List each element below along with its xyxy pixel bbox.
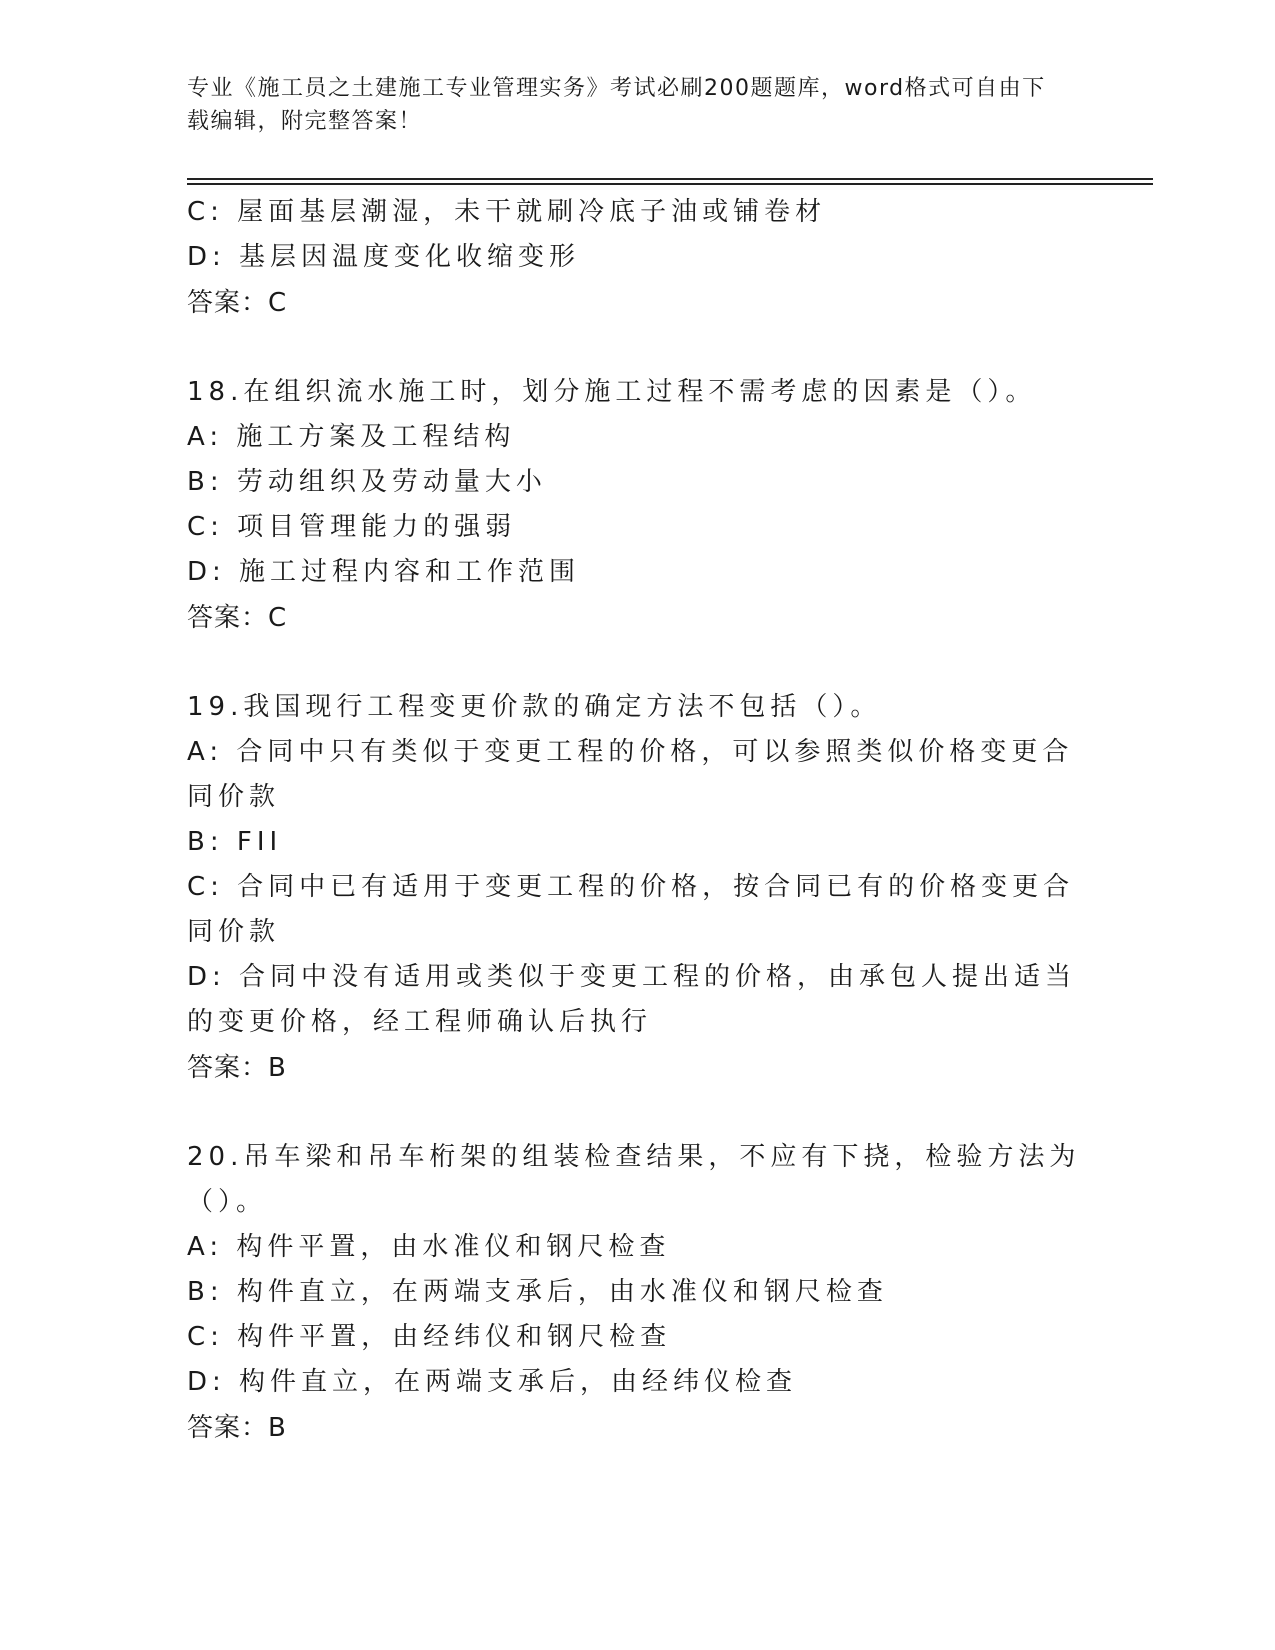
option-d: D: 基层因温度变化收缩变形 xyxy=(187,242,581,272)
option-c: C: 项目管理能力的强弱 xyxy=(187,512,517,542)
option-d: D: 合同中没有适用或类似于变更工程的价格，由承包人提出适当的变更价格，经工程师确认后执行 xyxy=(187,962,1077,1037)
option-c: C: 构件平置，由经纬仪和钢尺检查 xyxy=(187,1322,672,1352)
header-divider-double xyxy=(187,183,1153,185)
spacer xyxy=(187,326,1087,370)
spacer xyxy=(187,1091,1087,1135)
option-b: B: 劳动组织及劳动量大小 xyxy=(187,467,547,497)
option-c: C: 合同中已有适用于变更工程的价格，按合同已有的价格变更合同价款 xyxy=(187,872,1075,947)
option-d: D: 构件直立，在两端支承后，由经纬仪检查 xyxy=(187,1367,798,1397)
question-block xyxy=(187,370,1087,641)
option-d: D: 施工过程内容和工作范围 xyxy=(187,557,581,587)
option-a: A: 构件平置，由水准仪和钢尺检查 xyxy=(187,1232,671,1262)
answer-line: 答案：C xyxy=(187,288,288,318)
question-stem: 19.我国现行工程变更价款的确定方法不包括（）。 xyxy=(187,692,882,722)
option-a: A: 合同中只有类似于变更工程的价格，可以参照类似价格变更合同价款 xyxy=(187,737,1074,812)
spacer xyxy=(187,641,1087,685)
header-divider xyxy=(187,178,1153,180)
question-block xyxy=(187,1135,1087,1451)
answer-line: 答案：B xyxy=(187,1053,287,1083)
option-c: C: 屋面基层潮湿，未干就刷冷底子油或铺卷材 xyxy=(187,197,827,227)
document-header: 专业《施工员之土建施工专业管理实务》考试必刷200题题库，word格式可自由下载编辑，附完整答案！ xyxy=(187,76,1046,134)
option-a: A: 施工方案及工程结构 xyxy=(187,422,516,452)
question-list xyxy=(187,190,1087,1451)
question-block xyxy=(187,685,1087,1091)
answer-line: 答案：B xyxy=(187,1413,287,1443)
question-block-continued xyxy=(187,190,1087,326)
question-stem: 18.在组织流水施工时，划分施工过程不需考虑的因素是（）。 xyxy=(187,377,1037,407)
option-b: B: FII xyxy=(187,827,283,857)
option-b: B: 构件直立，在两端支承后，由水准仪和钢尺检查 xyxy=(187,1277,888,1307)
question-stem: 20.吊车梁和吊车桁架的组装检查结果，不应有下挠，检验方法为（）。 xyxy=(187,1142,1081,1217)
answer-line: 答案：C xyxy=(187,603,288,633)
